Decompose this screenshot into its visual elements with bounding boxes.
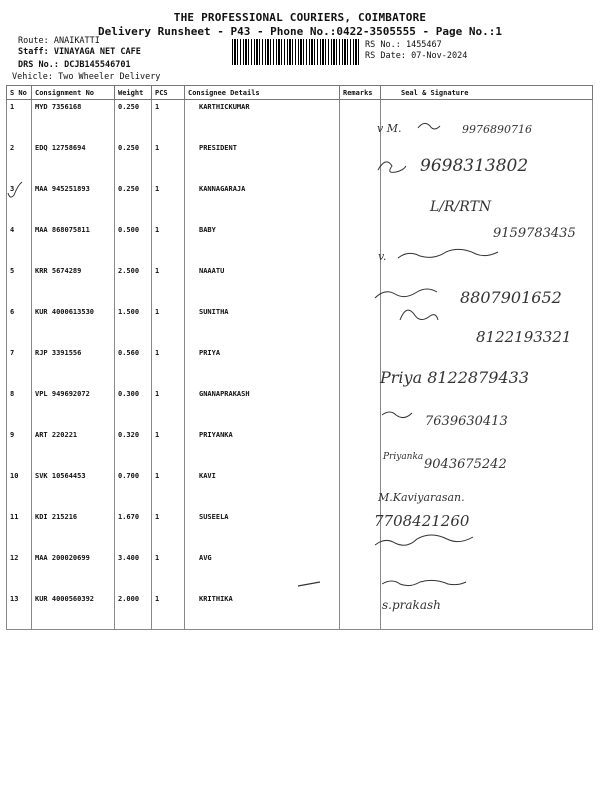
scribble-signature bbox=[418, 123, 440, 129]
sno: 12 bbox=[7, 551, 32, 592]
vehicle-value: Two Wheeler Delivery bbox=[58, 72, 161, 82]
scribble-signature bbox=[382, 580, 466, 585]
consignment-no: KUR 4000560392 bbox=[32, 592, 115, 630]
runsheet-subtitle: Delivery Runsheet - P43 - Phone No.:0422-3505555 - Page No.:1 bbox=[98, 25, 502, 38]
drs-label: DRS No.: bbox=[18, 60, 59, 70]
scribble-signature bbox=[375, 535, 473, 545]
drs-value: DCJB145546701 bbox=[64, 60, 131, 70]
pcs: 1 bbox=[152, 141, 185, 182]
consignment-no: MYD 7356168 bbox=[32, 100, 115, 142]
pcs: 1 bbox=[152, 387, 185, 428]
consignment-no: SVK 10564453 bbox=[32, 469, 115, 510]
consignment-no: EDQ 12758694 bbox=[32, 141, 115, 182]
weight: 0.560 bbox=[115, 346, 152, 387]
col-signature: Seal & Signature bbox=[381, 86, 593, 100]
rs-date-value: 07-Nov-2024 bbox=[411, 51, 468, 61]
consignment-no: ART 220221 bbox=[32, 428, 115, 469]
handwritten-phone: 9698313802 bbox=[420, 156, 529, 176]
consignee: SUSEELA bbox=[185, 510, 340, 551]
company-title: THE PROFESSIONAL COURIERS, COIMBATORE bbox=[173, 11, 427, 24]
weight: 0.250 bbox=[115, 182, 152, 223]
handwritten-phone: 9043675242 bbox=[424, 457, 507, 472]
col-pcs: PCS bbox=[152, 86, 185, 100]
consignment-no: MAA 200020699 bbox=[32, 551, 115, 592]
handwritten-phone: 9159783435 bbox=[493, 226, 576, 241]
handwritten-phone: 8122193321 bbox=[476, 328, 572, 346]
scribble-signature bbox=[382, 412, 412, 418]
sno: 3 bbox=[7, 182, 32, 223]
handwritten-signature: M.Kaviyarasan. bbox=[378, 491, 465, 504]
consignee: PRIYANKA bbox=[185, 428, 340, 469]
weight: 2.000 bbox=[115, 592, 152, 630]
sno: 8 bbox=[7, 387, 32, 428]
col-consignment: Consignment No bbox=[32, 86, 115, 100]
sno: 2 bbox=[7, 141, 32, 182]
route-label: Route: bbox=[18, 36, 49, 46]
consignee: KAVI bbox=[185, 469, 340, 510]
sno: 6 bbox=[7, 305, 32, 346]
handwritten-note: L/R/RTN bbox=[430, 199, 492, 215]
sno: 9 bbox=[7, 428, 32, 469]
scribble-signature bbox=[378, 162, 406, 173]
pcs: 1 bbox=[152, 100, 185, 142]
weight: 0.500 bbox=[115, 223, 152, 264]
handwritten-phone: 8807901652 bbox=[460, 288, 562, 307]
scribble-signature bbox=[398, 249, 498, 258]
rs-date-label: RS Date: bbox=[365, 51, 406, 61]
consignment-no: MAA 868075811 bbox=[32, 223, 115, 264]
sno: 7 bbox=[7, 346, 32, 387]
consignment-no: KUR 4000613530 bbox=[32, 305, 115, 346]
consignee: GNANAPRAKASH bbox=[185, 387, 340, 428]
consignment-no: KDI 215216 bbox=[32, 510, 115, 551]
handwritten-phone: Priya 8122879433 bbox=[380, 368, 529, 387]
pcs: 1 bbox=[152, 510, 185, 551]
handwritten-name: Priyanka bbox=[383, 452, 424, 462]
weight: 1.500 bbox=[115, 305, 152, 346]
col-sno: S No bbox=[7, 86, 32, 100]
rs-no-label: RS No.: bbox=[365, 40, 401, 50]
tick-mark bbox=[8, 182, 22, 197]
consignee: PRIYA bbox=[185, 346, 340, 387]
pcs: 1 bbox=[152, 223, 185, 264]
pcs: 1 bbox=[152, 592, 185, 630]
weight: 0.320 bbox=[115, 428, 152, 469]
pcs: 1 bbox=[152, 428, 185, 469]
pcs: 1 bbox=[152, 264, 185, 305]
weight: 0.700 bbox=[115, 469, 152, 510]
sno: 11 bbox=[7, 510, 32, 551]
vehicle-label: Vehicle: bbox=[12, 72, 53, 82]
route-value: ANAIKATTI bbox=[53, 36, 100, 46]
handwritten-phone: 7639630413 bbox=[425, 414, 508, 429]
consignee: PRESIDENT bbox=[185, 141, 340, 182]
col-weight: Weight bbox=[115, 86, 152, 100]
consignment-no: MAA 945251893 bbox=[32, 182, 115, 223]
consignee: BABY bbox=[185, 223, 340, 264]
consignee: AVG bbox=[185, 551, 340, 592]
weight: 1.670 bbox=[115, 510, 152, 551]
weight: 0.250 bbox=[115, 100, 152, 142]
sno: 1 bbox=[7, 100, 32, 142]
pcs: 1 bbox=[152, 551, 185, 592]
sno: 13 bbox=[7, 592, 32, 630]
weight: 3.400 bbox=[115, 551, 152, 592]
staff-value: VINAYAGA NET CAFE bbox=[53, 47, 141, 57]
sno: 10 bbox=[7, 469, 32, 510]
pcs: 1 bbox=[152, 469, 185, 510]
pcs: 1 bbox=[152, 182, 185, 223]
staff-label: Staff: bbox=[18, 47, 49, 57]
handwritten-phone: 7708421260 bbox=[374, 512, 470, 530]
consignee: KRITHIKA bbox=[185, 592, 340, 630]
col-remarks: Remarks bbox=[340, 86, 381, 100]
sno: 4 bbox=[7, 223, 32, 264]
consignment-no: VPL 949692072 bbox=[32, 387, 115, 428]
consignee: KARTHICKUMAR bbox=[185, 100, 340, 142]
pcs: 1 bbox=[152, 305, 185, 346]
consignment-no: RJP 3391556 bbox=[32, 346, 115, 387]
handwritten-phone: 9976890716 bbox=[462, 123, 532, 136]
handwritten-signature: s.prakash bbox=[382, 598, 441, 612]
consignee: KANNAGARAJA bbox=[185, 182, 340, 223]
consignee: NAAATU bbox=[185, 264, 340, 305]
weight: 0.250 bbox=[115, 141, 152, 182]
consignment-no: KRR 5674289 bbox=[32, 264, 115, 305]
scribble-signature bbox=[375, 289, 437, 298]
scribble-signature bbox=[400, 310, 438, 320]
handwritten-signature: v M. bbox=[377, 122, 402, 135]
weight: 2.500 bbox=[115, 264, 152, 305]
weight: 0.300 bbox=[115, 387, 152, 428]
rs-no-value: 1455467 bbox=[405, 40, 442, 50]
handwritten-signature: v. bbox=[378, 250, 387, 263]
pcs: 1 bbox=[152, 346, 185, 387]
consignee: SUNITHA bbox=[185, 305, 340, 346]
sno: 5 bbox=[7, 264, 32, 305]
arrow-mark bbox=[298, 582, 320, 586]
col-consignee: Consignee Details bbox=[185, 86, 340, 100]
